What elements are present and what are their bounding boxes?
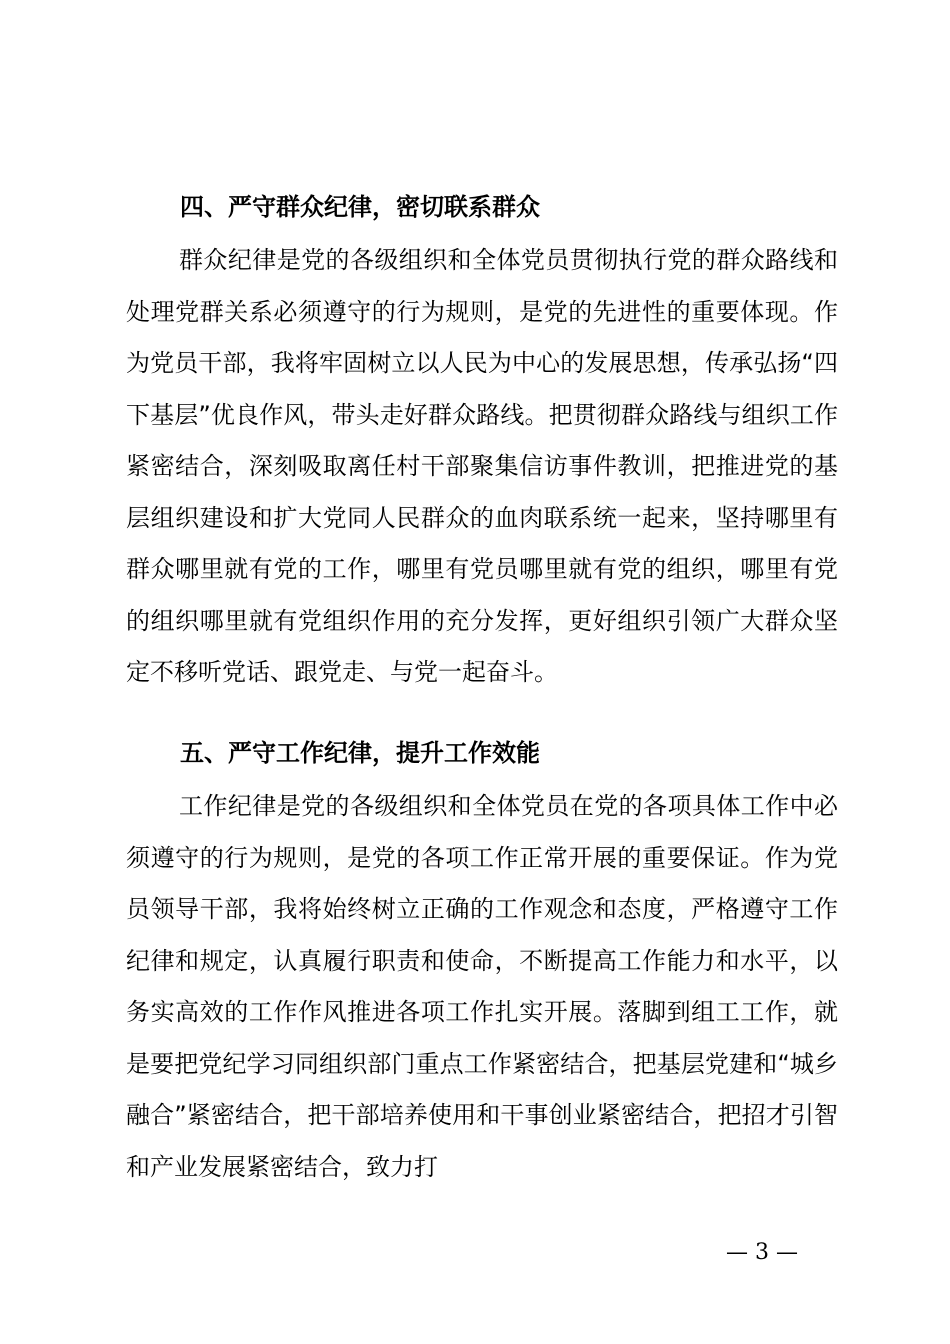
- section-paragraph: 群众纪律是党的各级组织和全体党员贯彻执行党的群众路线和处理党群关系必须遵守的行为规则，是党的先进性的重要体现。作为党员干部，我将牢固树立以人民为中心的发展思想，传承弘扬“四下基层”优良作风，带头走好群众路线。把贯彻群众路线与组织工作紧密结合，深刻吸取离任村干部聚集信访事件教训，把推进党的基层组织建设和扩大党同人民群众的血肉联系统一起来，坚持哪里有群众哪里就有党的工作，哪里有党员哪里就有党的组织，哪里有党的组织哪里就有党组织作用的充分发挥，更好组织引领广大群众坚定不移听党话、跟党走、与党一起奋斗。: [126, 246, 838, 686]
- section-heading: 五、严守工作纪律，提升工作效能: [180, 739, 540, 767]
- section-heading: 四、严守群众纪律，密切联系群众: [180, 193, 540, 221]
- section-four: [126, 179, 838, 699]
- section-five: [126, 725, 838, 1193]
- section-paragraph: 工作纪律是党的各级组织和全体党员在党的各项具体工作中必须遵守的行为规则，是党的各项工作正常开展的重要保证。作为党员领导干部，我将始终树立正确的工作观念和态度，严格遵守工作纪律和规定，认真履行职责和使命，不断提高工作能力和水平，以务实高效的工作作风推进各项工作扎实开展。落脚到组工工作，就是要把党纪学习同组织部门重点工作紧密结合，把基层党建和“城乡融合”紧密结合，把干部培养使用和干事创业紧密结合，把招才引智和产业发展紧密结合，致力打: [126, 792, 838, 1181]
- page-number: — 3 —: [726, 1240, 798, 1265]
